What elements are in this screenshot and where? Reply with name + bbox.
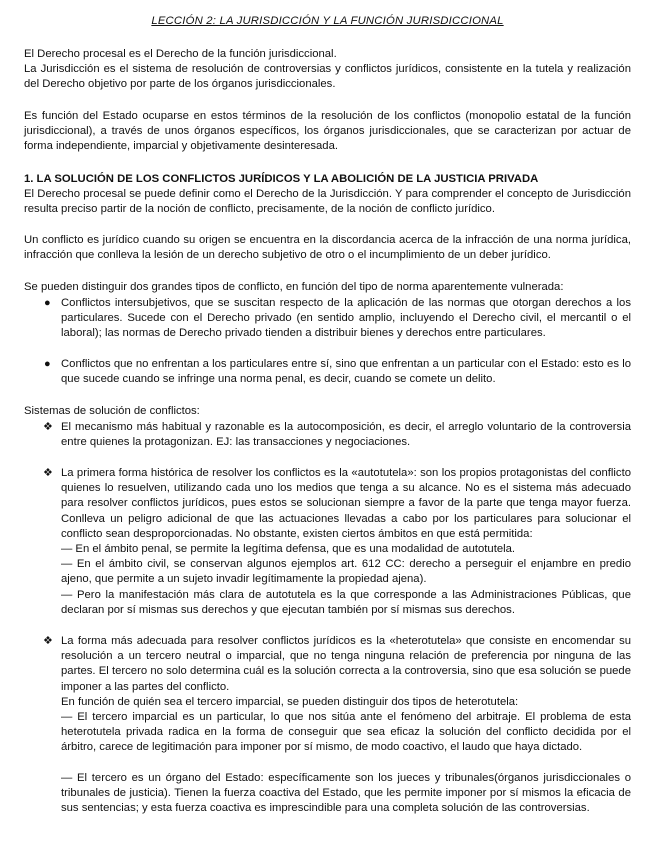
paragraph-definicion: El Derecho procesal se puede definir como el Derecho de la Jurisdicción. Y para comprender el concepto de Jurisdicción resulta preciso partir de la noción de conflicto, precisamente, de la noción de conflicto jurídico. [24,188,631,216]
intro-line-1: El Derecho procesal es el Derecho de la función jurisdiccional. [24,48,337,60]
autotutela-penal: — En el ámbito penal, se permite la legítima defensa, que es una modalidad de autotutela. [61,543,516,555]
system-autotutela: La primera forma histórica de resolver los conflictos es la «autotutela»: son los propios protagonistas del conflicto quienes lo resuelven, utilizando cada uno los medios que tenga a su alcance. No es el sistema más adecuado para resolver conflictos jurídicos, pues estos se solucionan siempre a favor de la parte que tenga mayor fuerza. Conlleva un peligro adicional de que las actuaciones llevadas a cabo por los particulares para solucionar el conflicto sean desproporcionadas. No obstante, existen ciertos ámbitos en que está permitida: [61,467,631,540]
list-item-intersubjetivos: Conflictos intersubjetivos, que se suscitan respecto de la aplicación de las normas que otorgan derechos a los particulares. Sucede con el Derecho privado (en sentido amplio, incluyendo el Derecho civil, el mercantil o el laboral); las normas de Derecho privado tienden a distribuir bienes y derechos entre particulares. [61,297,631,340]
bullet-diamond: ❖ [43,421,53,433]
types-intro: Se pueden distinguir dos grandes tipos de conflicto, en función del tipo de norma aparentemente vulnerada: [24,281,564,293]
bullet-diamond: ❖ [43,635,53,647]
bullet-dot: ● [44,297,51,309]
autotutela-civil: — En el ámbito civil, se conservan algunos ejemplos art. 612 CC: derecho a perseguir el enjambre en predio ajeno, que permite a un sujeto invadir legítimamente la propiedad ajena). [61,558,631,586]
bullet-diamond: ❖ [43,467,53,479]
paragraph-estado: Es función del Estado ocuparse en estos términos de la resolución de los conflictos (monopolio estatal de la función jurisdiccional), a través de unos órganos específicos, los órganos jurisdiccionales, que se caracterizan por actuar de forma independiente, imparcial y objetivamente desinteresada. [24,110,631,153]
heterotutela-arbitraje: — El tercero imparcial es un particular, lo que nos sitúa ante el fenómeno del arbitraje. El problema de esta heterotutela privada radica en la forma de conseguir que sea eficaz la solución del conflicto decidida por el árbitro, carece de legitimación para imponer por sí mismo, de modo coactivo, el laudo que haya dictado. [61,711,631,754]
autotutela-administracion: — Pero la manifestación más clara de autotutela es la que corresponde a las Administraciones Públicas, que declaran por sí mismas sus derechos y que ejecutan también por sí mismas sus derechos. [61,589,631,617]
bullet-dot: ● [44,358,51,370]
system-autocomposicion: El mecanismo más habitual y razonable es la autocomposición, es decir, el arreglo voluntario de la controversia entre quienes la protagonizan. EJ: las transacciones y negociaciones. [61,421,631,449]
page-title: LECCIÓN 2: LA JURISDICCIÓN Y LA FUNCIÓN JURISDICCIONAL [151,15,504,27]
heterotutela-estado: — El tercero es un órgano del Estado: específicamente son los jueces y tribunales(órganos jurisdiccionales o tribunales de justicia). Tienen la fuerza coactiva del Estado, que les permite imponer por sí mismos la eficacia de sus sentencias; y esta fuerza coactiva es imprescindible para una completa solución de las controversias. [61,772,631,815]
list-item-estado: Conflictos que no enfrentan a los particulares entre sí, sino que enfrentan a un particular con el Estado: esto es lo que sucede cuando se infringe una norma penal, es decir, cuando se comete un delito. [61,358,631,386]
intro-paragraph-2: La Jurisdicción es el sistema de resolución de controversias y conflictos jurídicos, consistente en la tutela y realización del Derecho objetivo por parte de los órganos jurisdiccionales. [24,63,631,91]
systems-intro: Sistemas de solución de conflictos: [24,405,200,417]
heterotutela-types-intro: En función de quién sea el tercero imparcial, se pueden distinguir dos tipos de heterotutela: [61,696,519,708]
system-heterotutela: La forma más adecuada para resolver conflictos jurídicos es la «heterotutela» que consiste en encomendar su resolución a un tercero neutral o imparcial, que no tenga ninguna relación de preferencia por ninguna de las partes. El tercero no solo determina cuál es la solución correcta a la controversia, sino que esa solución se puede imponer a las partes del conflicto. [61,635,631,693]
paragraph-conflicto-juridico: Un conflicto es jurídico cuando su origen se encuentra en la discordancia acerca de la infracción de una norma jurídica, infracción que conlleva la lesión de un derecho subjetivo de otro o el incumplimiento de un deber jurídico. [24,234,631,262]
section-heading: 1. LA SOLUCIÓN DE LOS CONFLICTOS JURÍDICOS Y LA ABOLICIÓN DE LA JUSTICIA PRIVADA [24,173,539,185]
